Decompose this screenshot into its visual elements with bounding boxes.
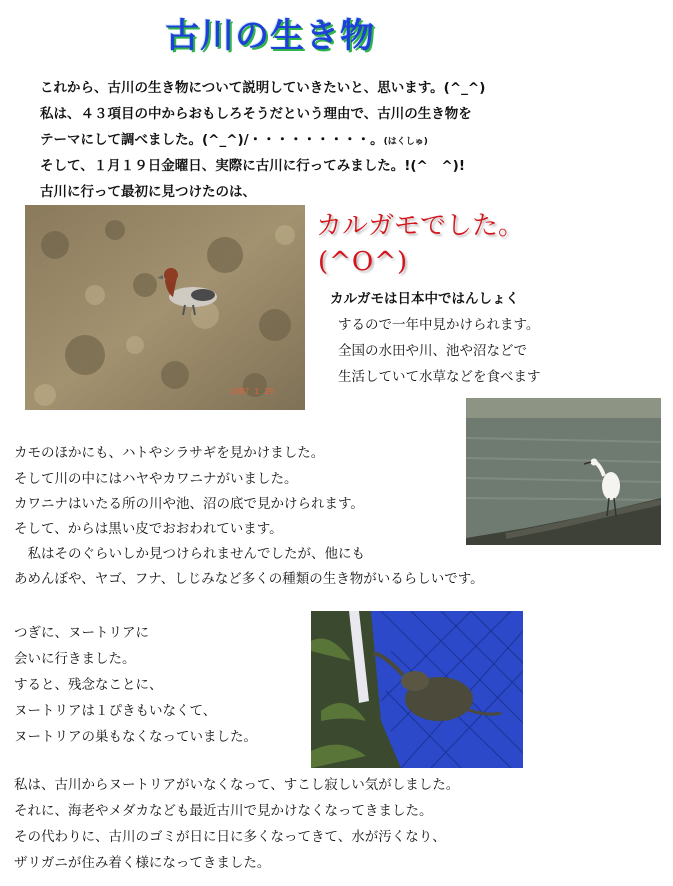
intro-line-3 [40,127,428,155]
closing-line-1: 私は、古川からヌートリアがいなくなって、すこし寂しい気がしました。 [14,777,460,793]
duck-emoticon: (^O^) [318,247,409,277]
duck-photo [25,205,305,410]
closing-line-3: その代わりに、古川のゴミが日に日に多くなってきて、水が汚くなり、 [14,829,446,845]
closing-line-2: それに、海老やメダカなども最近古川で見かけなくなってきました。 [14,803,433,819]
intro-line-4: そして、１月１９日金曜日、実際に古川に行ってみました。!(^ ^)! [40,158,466,174]
nutria-line-1: つぎに、ヌートリアに [14,625,149,641]
intro-line-3-text: テーマにして調べました。(^_^)/・・・・・・・・・。 [40,132,384,148]
nutria-line-5: ヌートリアの巣もなくなっていました。 [14,729,257,745]
other-line-2: そして川の中にはハヤやカワニナがいました。 [14,471,298,487]
page-title: 古川の生き物 [165,16,375,56]
other-line-6: あめんぼや、ヤゴ、フナ、しじみなど多くの種類の生き物がいるらしいです。 [14,571,484,587]
other-line-5: 私はそのぐらいしか見つけられませんでしたが、他にも [14,546,365,562]
closing-line-4: ザリガニが住み着く様になってきました。 [14,855,271,871]
duck-text-3: 全国の水田や川、池や沼などで [338,343,527,359]
egret-photo [466,398,661,545]
duck-photo-date: 2007 1 19 [230,387,274,396]
other-line-4: そして、からは黒い皮でおおわれています。 [14,521,283,537]
duck-text-1: カルガモは日本中ではんしょく [330,291,519,307]
duck-text-2: するので一年中見かけられます。 [338,317,540,333]
duck-headline: カルガモでした。 [316,211,525,241]
nutria-line-3: すると、残念なことに、 [14,677,163,693]
net-photo [311,611,523,768]
nutria-line-2: 会いに行きました。 [14,651,136,667]
other-line-3: カワニナはいたる所の川や池、沼の底で見かけられます。 [14,496,364,512]
other-line-1: カモのほかにも、ハトやシラサギを見かけました。 [14,445,325,461]
intro-line-1: これから、古川の生き物について説明していきたいと、思います。(^_^) [40,80,486,96]
duck-text-4: 生活していて水草などを食べます [338,369,541,385]
intro-line-2: 私は、４３項目の中からおもしろそうだという理由で、古川の生き物を [40,106,472,122]
nutria-line-4: ヌートリアは１ぴきもいなくて、 [14,703,217,719]
intro-line-5: 古川に行って最初に見つけたのは、 [40,184,256,200]
intro-applause: (はくしゅ) [383,137,428,147]
